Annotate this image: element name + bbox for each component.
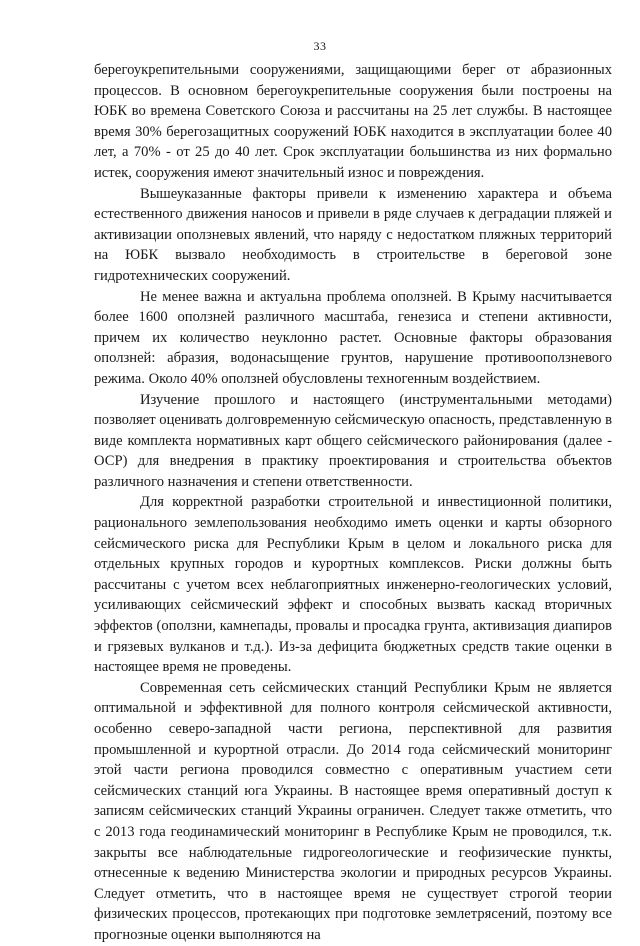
paragraph-seismic-hazard: Изучение прошлого и настоящего (инструментальными методами) позволяет оценивать долговременную сейсмическую опасность, представленную в виде комплекта нормативных карт общего сейсмического районирования (далее - ОСР) для внедрения в практику проектирования и строительства объектов различного назначения и степени ответственности. — [94, 391, 612, 490]
paragraph-coastal-structures: берегоукрепительными сооружениями, защищающими берег от абразионных процессов. В основном берегоукрепительные сооружения были построены на ЮБК во времена Советского Союза и рассчитаны на 25 лет службы. В настоящее время 30% берегозащитных сооружений ЮБК находится в эксплуатации более 40 лет, а 70% - от 25 до 40 лет. Срок эксплуатации большинства из них формально истек, сооружения имеют значительный износ и повреждения. — [94, 62, 612, 181]
page-number: 33 — [313, 39, 327, 53]
paragraph-landslides: Не менее важна и актуальна проблема оползней. В Крыму насчитывается более 1600 оползней различного масштаба, генезиса и степени активности, причем их количество неуклонно растет. Основные факторы образования оползней: абразия, водонасыщение грунтов, нарушение противооползневого режима. Около 40% оползней обусловлены техногенным воздействием. — [94, 288, 612, 387]
paragraph-sediment-factors: Вышеуказанные факторы привели к изменению характера и объема естественного движения наносов и привели в ряде случаев к деградации пляжей и активизации оползневых явлений, что наряду с недостатком пляжных территорий на ЮБК вызвало необходимость в строительстве в береговой зоне гидротехнических сооружений. — [94, 185, 612, 284]
document-body — [94, 60, 612, 946]
paragraph-station-network: Современная сеть сейсмических станций Республики Крым не является оптимальной и эффективной для полного контроля сейсмической активности, особенно северо-западной части региона, перспективной для развития промышленной и курортной отрасли. До 2014 года сейсмический мониторинг этой части региона проводился совместно с оперативным участием сети сейсмических станций юга Украины. В настоящее время оперативный доступ к записям сейсмических станций Украины ограничен. Следует также отметить, что с 2013 года геодинамический мониторинг в Республике Крым не проводился, т.к. закрыты все наблюдательные гидрогеологические и геофизические пункты, отнесенные к ведению Министерства экологии и природных ресурсов Украины. Следует отметить, что в настоящее время не существует строгой теории физических процессов, протекающих при подготовке землетрясений, поэтому все прогнозные оценки выполняются на — [94, 679, 612, 943]
paragraph-seismic-risk: Для корректной разработки строительной и инвестиционной политики, рационального землепользования необходимо иметь оценки и карты обзорного сейсмического риска для Республики Крым в целом и локального риска для отдельных крупных городов и курортных комплексов. Риски должны быть рассчитаны с учетом всех неблагоприятных инженерно-геологических условий, усиливающих сейсмический эффект и способных вызвать каскад вторичных эффектов (оползни, камнепады, провалы и просадка грунта, активизация диапиров и грязевых вулканов и т.д.). Из-за дефицита бюджетных средств такие оценки в настоящее время не проведены. — [94, 494, 612, 676]
